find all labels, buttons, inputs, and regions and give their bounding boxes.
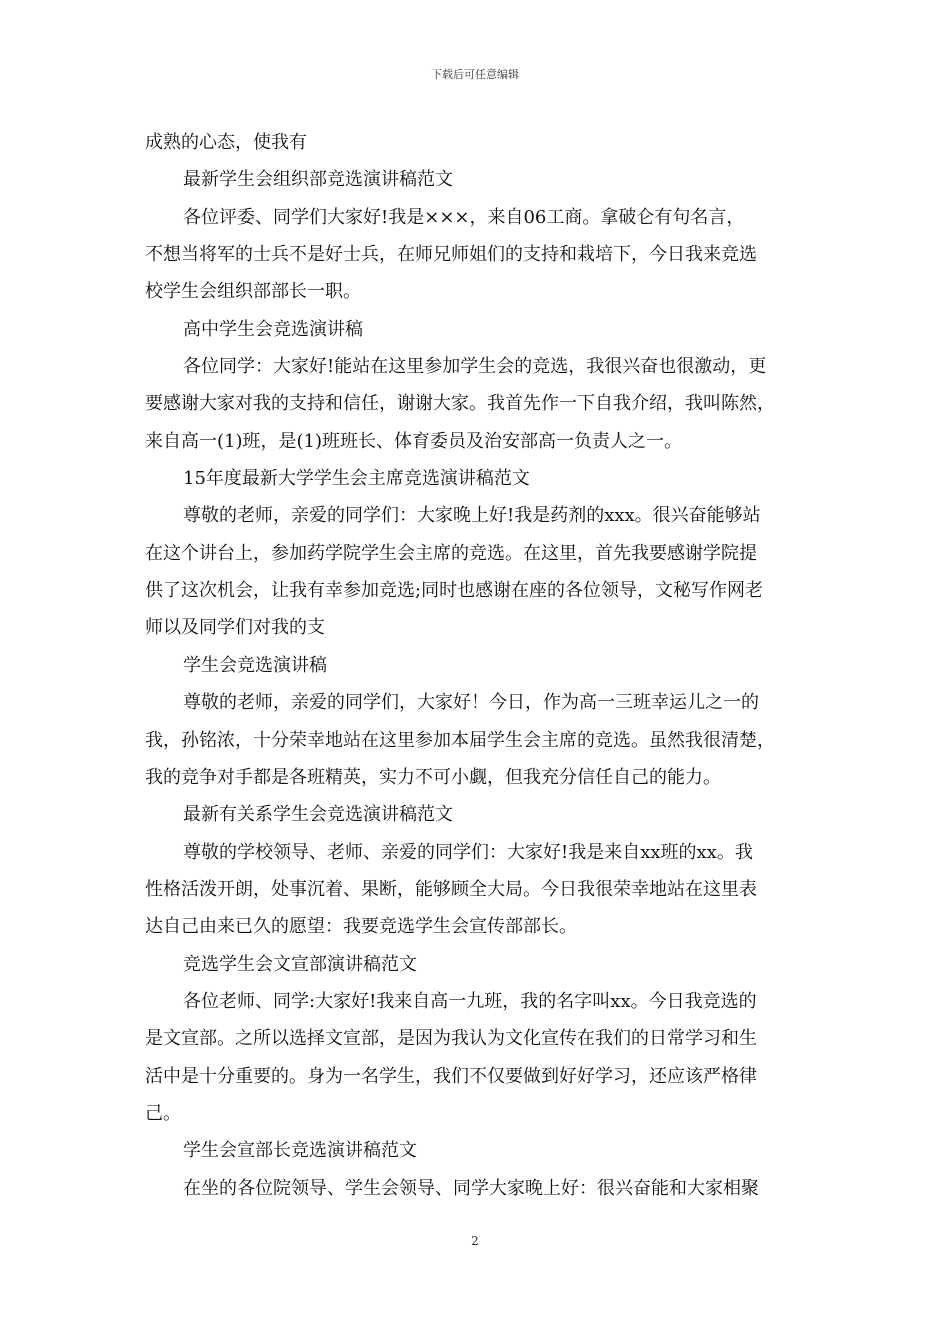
paragraph-line: 达自己由来已久的愿望：我要竞选学生会宣传部部长。 bbox=[145, 916, 577, 938]
document-body bbox=[145, 124, 820, 1207]
paragraph-line: 要感谢大家对我的支持和信任，谢谢大家。我首先作一下自我介绍，我叫陈然， bbox=[145, 393, 775, 415]
page-number: 2 bbox=[471, 1234, 479, 1248]
paragraph-line: 各位老师、同学:大家好!我来自高一九班，我的名字叫xx。今日我竞选的 bbox=[183, 990, 757, 1012]
paragraph-line: 性格活泼开朗，处事沉着、果断，能够顾全大局。今日我很荣幸地站在这里表 bbox=[145, 878, 757, 900]
section-heading: 高中学生会竞选演讲稿 bbox=[183, 318, 363, 340]
section-heading: 最新有关系学生会竞选演讲稿范文 bbox=[183, 804, 453, 826]
paragraph-line: 我的竞争对手都是各班精英，实力不可小觑，但我充分信任自己的能力。 bbox=[145, 766, 721, 788]
section-heading: 学生会竞选演讲稿 bbox=[183, 654, 327, 676]
paragraph-line: 我，孙铭浓，十分荣幸地站在这里参加本届学生会主席的竞选。虽然我很清楚， bbox=[145, 729, 775, 751]
paragraph-line: 是文宣部。之所以选择文宣部，是因为我认为文化宣传在我们的日常学习和生 bbox=[145, 1028, 757, 1050]
text-line: 成熟的心态，使我有 bbox=[145, 132, 307, 153]
paragraph-line: 供了这次机会，让我有幸参加竞选;同时也感谢在座的各位领导，文秘写作网老 bbox=[145, 580, 764, 602]
paragraph-line: 尊敬的老师，亲爱的同学们，大家好！今日，作为高一三班幸运儿之一的 bbox=[183, 692, 759, 714]
paragraph-line: 各位评委、同学们大家好!我是×××，来自06工商。拿破仑有句名言， bbox=[183, 206, 745, 228]
paragraph-line: 校学生会组织部部长一职。 bbox=[145, 281, 361, 303]
section-heading: 学生会宣部长竞选演讲稿范文 bbox=[183, 1140, 417, 1162]
paragraph-line: 在这个讲台上，参加药学院学生会主席的竞选。在这里，首先我要感谢学院提 bbox=[145, 542, 757, 564]
paragraph-line: 己。 bbox=[145, 1102, 181, 1124]
section-heading: 15年度最新大学学生会主席竞选演讲稿范文 bbox=[183, 468, 530, 490]
section-heading: 竞选学生会文宣部演讲稿范文 bbox=[183, 953, 417, 975]
paragraph-line: 来自高一(1)班，是(1)班班长、体育委员及治安部高一负责人之一。 bbox=[145, 430, 682, 452]
page-header: 下载后可任意编辑 bbox=[431, 68, 519, 81]
paragraph-line: 不想当将军的士兵不是好士兵，在师兄师姐们的支持和栽培下，今日我来竞选 bbox=[145, 244, 757, 266]
paragraph-line: 尊敬的老师，亲爱的同学们：大家晚上好!我是药剂的xxx。很兴奋能够站 bbox=[183, 505, 761, 527]
paragraph-line: 师以及同学们对我的支 bbox=[145, 617, 325, 639]
paragraph-line: 活中是十分重要的。身为一名学生，我们不仅要做到好好学习，还应该严格律 bbox=[145, 1065, 757, 1087]
section-heading: 最新学生会组织部竞选演讲稿范文 bbox=[183, 169, 453, 191]
paragraph-line: 在坐的各位院领导、学生会领导、同学大家晚上好：很兴奋能和大家相聚 bbox=[183, 1177, 759, 1199]
paragraph-line: 各位同学：大家好!能站在这里参加学生会的竞选，我很兴奋也很激动，更 bbox=[183, 356, 767, 378]
paragraph-line: 尊敬的学校领导、老师、亲爱的同学们：大家好!我是来自xx班的xx。我 bbox=[183, 841, 753, 863]
